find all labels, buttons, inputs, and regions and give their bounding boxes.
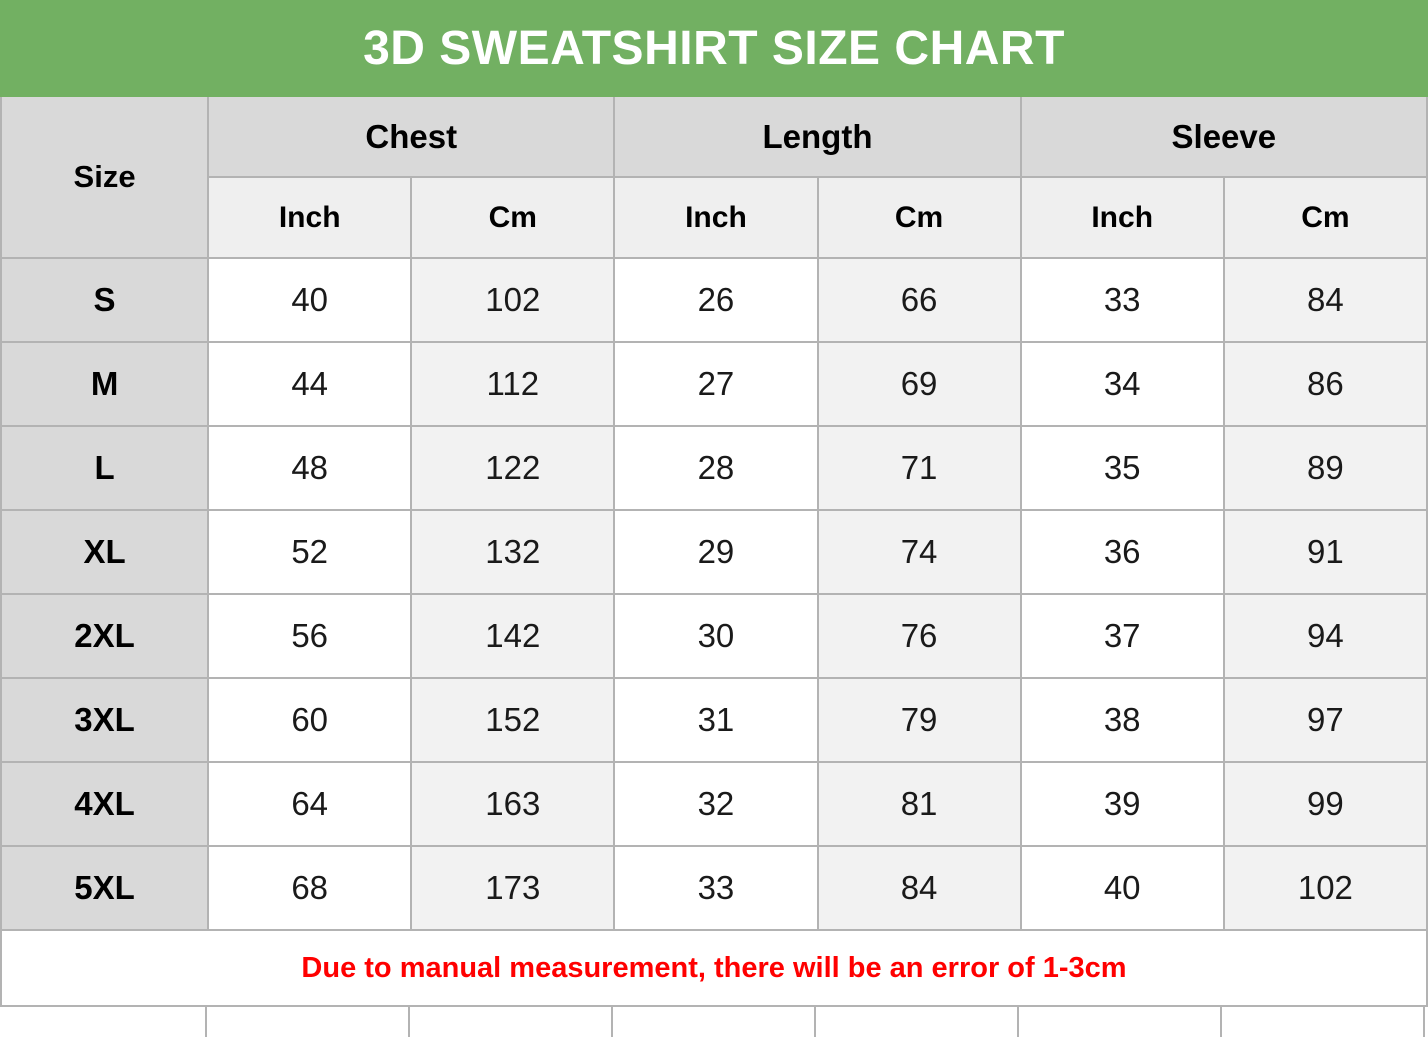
header-unit-chest-cm: Cm: [411, 177, 614, 258]
cell-sleeve-inch: 39: [1021, 762, 1224, 846]
cell-chest-inch: 56: [208, 594, 411, 678]
cell-chest-inch: 64: [208, 762, 411, 846]
cell-sleeve-inch: 40: [1021, 846, 1224, 930]
table-row: [1, 762, 1427, 846]
row-size-label: L: [1, 426, 208, 510]
measurement-note: Due to manual measurement, there will be an error of 1-3cm: [1, 930, 1427, 1006]
cell-length-cm: 81: [818, 762, 1021, 846]
cell-chest-cm: 102: [411, 258, 614, 342]
cell-sleeve-inch: 35: [1021, 426, 1224, 510]
grid-seg: [1019, 1007, 1222, 1037]
cell-chest-inch: 44: [208, 342, 411, 426]
cell-length-cm: 76: [818, 594, 1021, 678]
table-row: [1, 678, 1427, 762]
cell-sleeve-inch: 34: [1021, 342, 1224, 426]
cell-sleeve-inch: 37: [1021, 594, 1224, 678]
note-row: [1, 930, 1427, 1006]
cell-sleeve-inch: 33: [1021, 258, 1224, 342]
cell-length-cm: 74: [818, 510, 1021, 594]
cell-length-inch: 31: [614, 678, 817, 762]
cell-sleeve-inch: 36: [1021, 510, 1224, 594]
grid-seg: [1222, 1007, 1425, 1037]
header-unit-length-cm: Cm: [818, 177, 1021, 258]
cell-chest-inch: 48: [208, 426, 411, 510]
header-group-sleeve: Sleeve: [1021, 96, 1427, 177]
cell-sleeve-inch: 38: [1021, 678, 1224, 762]
row-size-label: XL: [1, 510, 208, 594]
row-size-label: 5XL: [1, 846, 208, 930]
grid-seg: [816, 1007, 1019, 1037]
grid-seg: [613, 1007, 816, 1037]
chart-title: 3D SWEATSHIRT SIZE CHART: [1, 1, 1427, 96]
table-row: [1, 510, 1427, 594]
cell-length-inch: 30: [614, 594, 817, 678]
cell-sleeve-cm: 94: [1224, 594, 1427, 678]
cell-chest-inch: 60: [208, 678, 411, 762]
cell-length-inch: 32: [614, 762, 817, 846]
cell-chest-inch: 40: [208, 258, 411, 342]
row-size-label: M: [1, 342, 208, 426]
table-row: [1, 258, 1427, 342]
header-size: Size: [1, 96, 208, 258]
header-group-length: Length: [614, 96, 1020, 177]
grid-seg: [410, 1007, 613, 1037]
cell-length-inch: 33: [614, 846, 817, 930]
table-row: [1, 342, 1427, 426]
unit-header-row: [1, 177, 1427, 258]
table-row: [1, 594, 1427, 678]
cell-length-cm: 79: [818, 678, 1021, 762]
cell-chest-cm: 122: [411, 426, 614, 510]
cell-length-inch: 29: [614, 510, 817, 594]
cell-chest-cm: 173: [411, 846, 614, 930]
header-unit-chest-inch: Inch: [208, 177, 411, 258]
header-unit-sleeve-cm: Cm: [1224, 177, 1427, 258]
cell-sleeve-cm: 91: [1224, 510, 1427, 594]
cell-sleeve-cm: 89: [1224, 426, 1427, 510]
group-header-row: [1, 96, 1427, 177]
title-row: [1, 1, 1427, 96]
row-size-label: S: [1, 258, 208, 342]
cell-chest-cm: 152: [411, 678, 614, 762]
cell-length-inch: 26: [614, 258, 817, 342]
header-unit-length-inch: Inch: [614, 177, 817, 258]
cell-sleeve-cm: 97: [1224, 678, 1427, 762]
cell-chest-cm: 112: [411, 342, 614, 426]
row-size-label: 4XL: [1, 762, 208, 846]
cell-length-cm: 71: [818, 426, 1021, 510]
cell-chest-cm: 142: [411, 594, 614, 678]
grid-seg: [207, 1007, 410, 1037]
cell-length-cm: 84: [818, 846, 1021, 930]
header-group-chest: Chest: [208, 96, 614, 177]
cell-chest-cm: 163: [411, 762, 614, 846]
header-unit-sleeve-inch: Inch: [1021, 177, 1224, 258]
cell-length-inch: 28: [614, 426, 817, 510]
cell-sleeve-cm: 86: [1224, 342, 1427, 426]
bottom-grid-strip: [0, 1007, 1428, 1037]
row-size-label: 2XL: [1, 594, 208, 678]
cell-chest-inch: 68: [208, 846, 411, 930]
grid-seg: [0, 1007, 207, 1037]
cell-length-cm: 66: [818, 258, 1021, 342]
cell-length-inch: 27: [614, 342, 817, 426]
row-size-label: 3XL: [1, 678, 208, 762]
cell-sleeve-cm: 99: [1224, 762, 1427, 846]
table-row: [1, 846, 1427, 930]
cell-chest-inch: 52: [208, 510, 411, 594]
cell-sleeve-cm: 84: [1224, 258, 1427, 342]
cell-length-cm: 69: [818, 342, 1021, 426]
cell-chest-cm: 132: [411, 510, 614, 594]
table-row: [1, 426, 1427, 510]
cell-sleeve-cm: 102: [1224, 846, 1427, 930]
